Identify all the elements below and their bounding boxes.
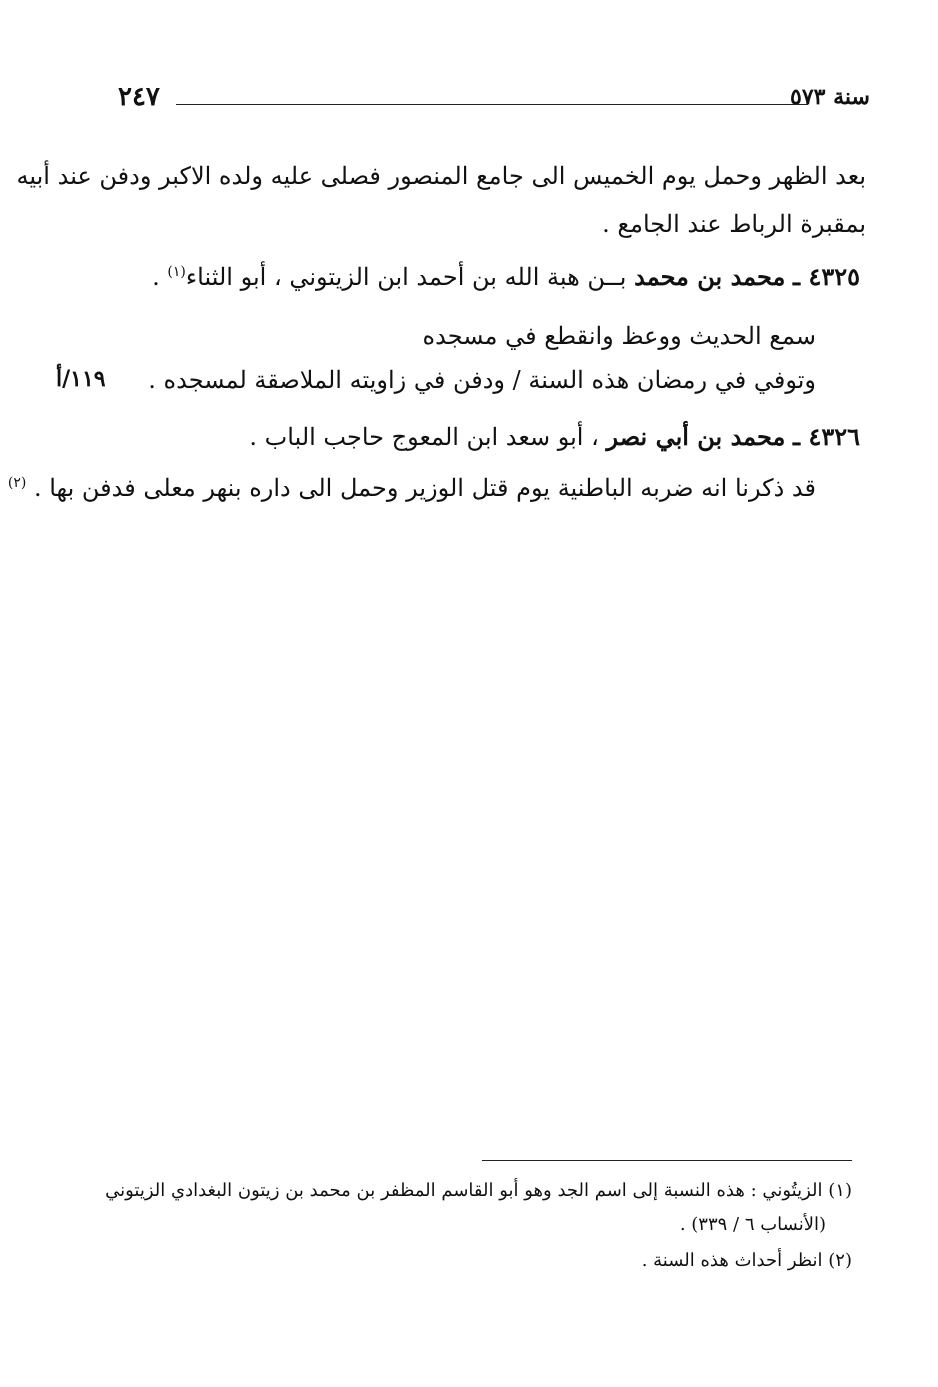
entry-4326-number: ٤٣٢٦ ـ [793,422,860,451]
intro-paragraph [16,152,866,248]
footnote-ref-2: (٢) [7,475,27,491]
entry-4325-line-sami: سمع الحديث ووعظ وانقطع في مسجده [422,322,816,350]
footnote-ref-1: (١) [167,264,186,280]
entry-4325-name: محمد بن محمد [634,262,786,291]
entry-4325-heading [152,262,860,291]
entry-4325-line-tuwuffi: وتوفي في رمضان هذه السنة / ودفن في زاويته الملاصقة لمسجده . [148,366,816,394]
intro-line-2: بمقبرة الرباط عند الجامع . [602,210,866,238]
entry-4325-number: ٤٣٢٥ ـ [793,262,860,291]
footnote-1-line-2: (الأنساب ٦ / ٣٣٩) . [679,1214,826,1235]
intro-line-1: بعد الظهر وحمل يوم الخميس الى جامع المنصور فصلى عليه ولده الاكبر ودفن عند أبيه [16,162,866,190]
footnote-1-line-1: (١) الزيتُوني : هذه النسبة إلى اسم الجد وهو أبو القاسم المظفر بن محمد بن زيتون البغدادي الزيتوني [105,1180,852,1201]
entry-4326-line-qad [8,474,816,502]
entry-4326-rest: ، أبو سعد ابن المعوج حاجب الباب . [249,423,599,451]
header-rule [176,104,808,105]
entry-4326-name: محمد بن أبي نصر [606,422,786,451]
folio-margin-note: ١١٩/أ [56,366,106,392]
running-head-year: سنة ٥٧٣ [790,84,870,110]
entry-4325-rest: بــن هبة الله بن أحمد ابن الزيتوني ، أبو الثناء [185,263,627,291]
entry-4326-line-qad-text: قد ذكرنا انه ضربه الباطنية يوم قتل الوزير وحمل الى داره بنهر معلى فدفن بها . [33,474,816,502]
entry-4325-end: . [152,263,168,291]
page-number: ٢٤٧ [118,82,160,112]
footnote-2: (٢) انظر أحداث هذه السنة . [641,1250,852,1271]
page-header [118,82,870,118]
footnote-rule [482,1160,852,1161]
entry-4326-heading [249,422,860,451]
